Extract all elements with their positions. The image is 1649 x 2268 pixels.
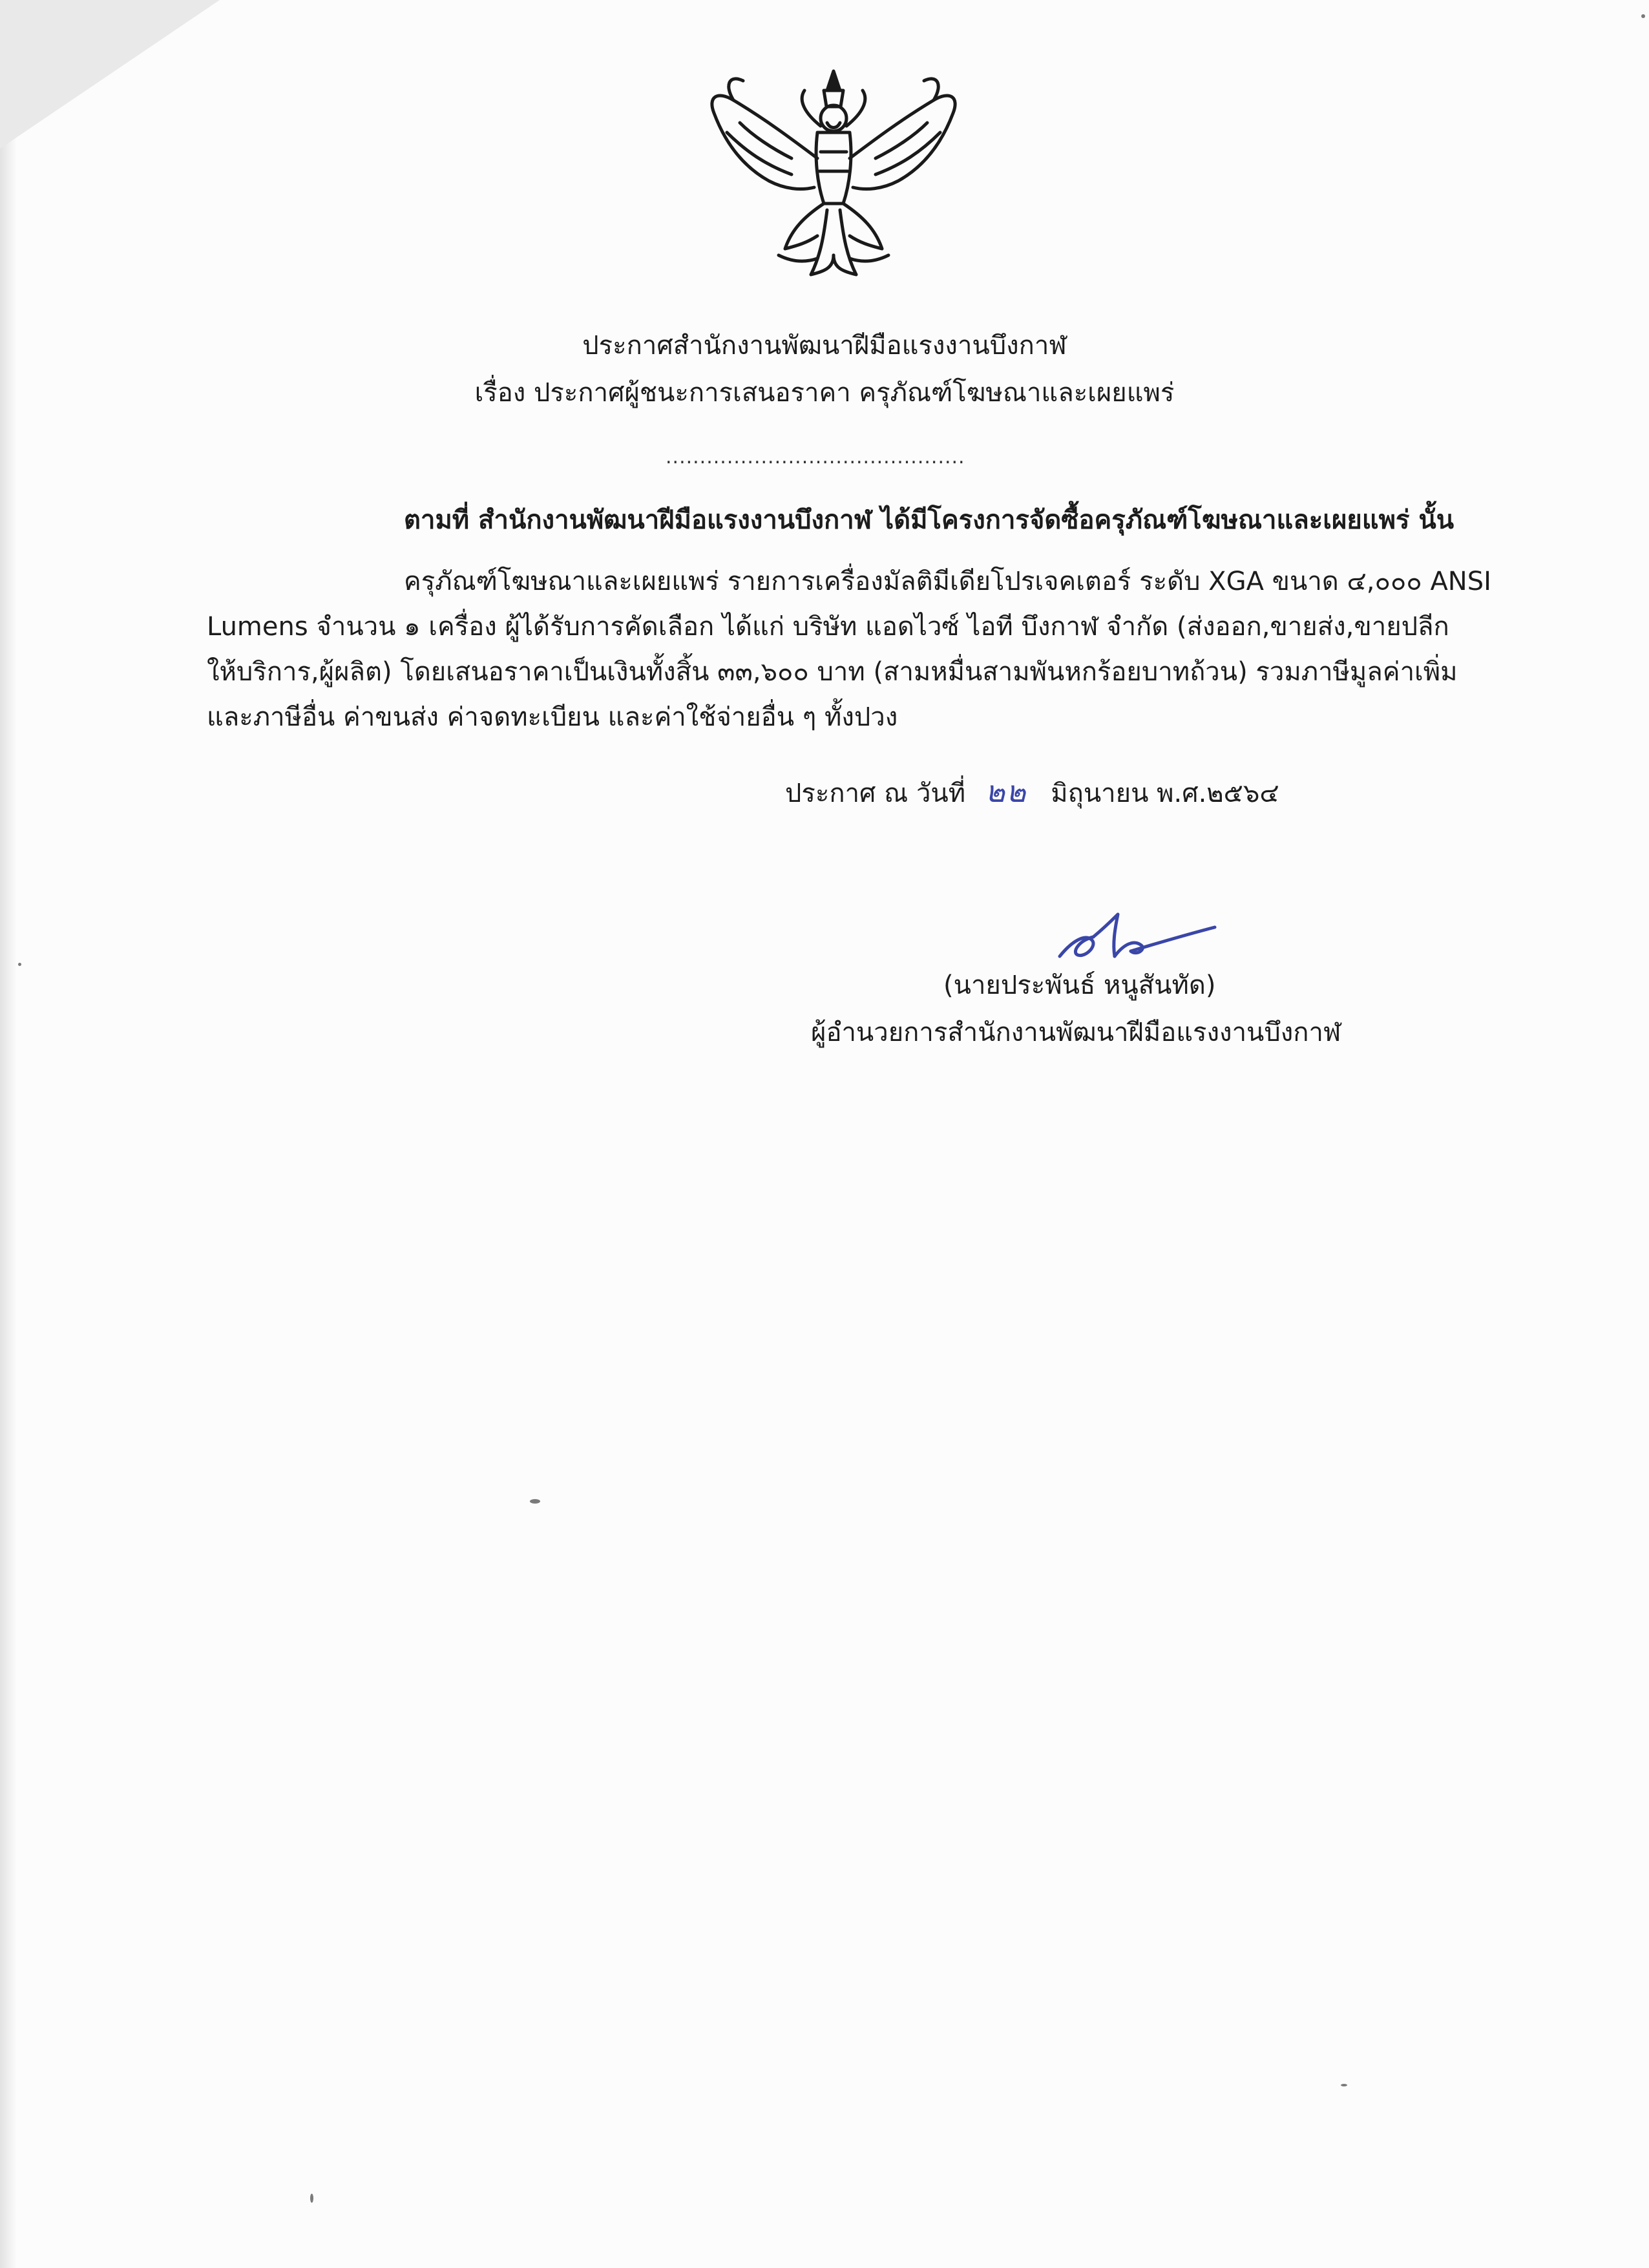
detail-line-4: และภาษีอื่น ค่าขนส่ง ค่าจดทะเบียน และค่าใช้จ่ายอื่น ๆ ทั้งปวง: [207, 702, 898, 732]
scan-speck: [530, 1499, 540, 1504]
intro-paragraph: ตามที่ สำนักงานพัฒนาฝีมือแรงงานบึงกาฬ ได้มีโครงการจัดซื้อครุภัณฑ์โฆษณาและเผยแพร่ นั้น: [404, 505, 1455, 535]
detail-line-3: ให้บริการ,ผู้ผลิต) โดยเสนอราคาเป็นเงินทั้งสิ้น ๓๓,๖๐๐ บาท (สามหมื่นสามพันหกร้อยบาทถ้วน) รวมภาษีมูลค่าเพิ่ม: [207, 657, 1458, 687]
date-month-year: มิถุนายน พ.ศ.๒๕๖๔: [1051, 779, 1279, 808]
detail-line-2: Lumens จำนวน ๑ เครื่อง ผู้ได้รับการคัดเลือก ได้แก่ บริษัท แอดไวซ์ ไอที บึงกาฬ จำกัด (ส่งออก,ขายส่ง,ขายปลีก: [207, 612, 1449, 642]
date-line: [785, 772, 1279, 813]
signatory-name: (นายประพันธ์ หนูสันทัด): [943, 971, 1216, 1000]
garuda-emblem-icon: [695, 61, 972, 294]
separator-dots: ............................................: [666, 446, 965, 468]
subject-line: เรื่อง ประกาศผู้ชนะการเสนอราคา ครุภัณฑ์โฆษณาและเผยแพร่: [474, 378, 1175, 408]
scan-speck: [18, 963, 21, 966]
scan-speck: [310, 2194, 313, 2203]
scan-speck: [1641, 14, 1645, 18]
detail-line-1: ครุภัณฑ์โฆษณาและเผยแพร่ รายการเครื่องมัลติมีเดียโปรเจคเตอร์ ระดับ XGA ขนาด ๔,๐๐๐ ANSI: [404, 567, 1491, 596]
scan-speck: [1341, 2084, 1347, 2086]
office-title: ประกาศสำนักงานพัฒนาฝีมือแรงงานบึงกาฬ: [582, 331, 1067, 361]
handwritten-day: ๒๒: [985, 774, 1027, 809]
date-prefix: ประกาศ ณ วันที่: [785, 779, 966, 808]
signatory-position: ผู้อำนวยการสำนักงานพัฒนาฝีมือแรงงานบึงกาฬ: [811, 1018, 1341, 1047]
folded-corner: [0, 0, 220, 149]
signature-image: [1053, 905, 1221, 976]
